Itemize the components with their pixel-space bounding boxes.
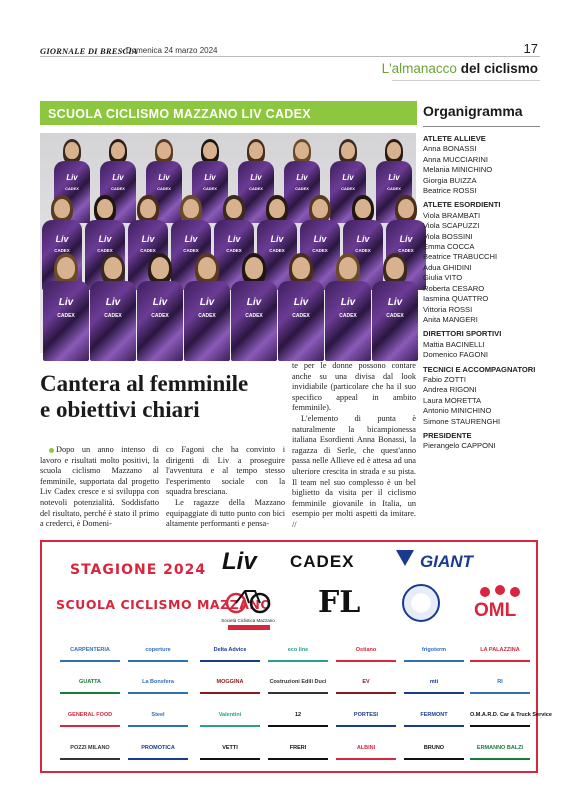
article-banner-title: SCUOLA CICLISMO MAZZANO LIV CADEX: [48, 107, 311, 121]
rider-jersey: [43, 281, 89, 361]
rider-figure: [43, 253, 89, 363]
organigramma-member: Emma COCCA: [423, 242, 475, 252]
rider-figure: [90, 253, 136, 363]
rider-figure: [372, 253, 418, 363]
rider-face: [198, 257, 216, 279]
jersey-cadex-logo: CADEX: [65, 185, 79, 191]
jersey-cadex-logo: CADEX: [295, 185, 309, 191]
mazzano-society-label: Società Ciclistica Mazzano: [221, 618, 275, 623]
organigramma-member: Anita MANGERI: [423, 314, 478, 324]
organigramma-member: Vittoria ROSSI: [423, 304, 473, 314]
organigramma-member: Viola BOSSINI: [423, 231, 473, 241]
sponsor-logo: Delta Advice: [200, 640, 260, 662]
jersey-cadex-logo: CADEX: [387, 185, 401, 191]
organigramma-member: Beatrice TRABUCCHI: [423, 252, 498, 262]
rider-face: [249, 142, 263, 159]
sponsor-logo: VETTI: [200, 738, 260, 760]
liv-logo: Liv: [222, 548, 257, 575]
rider-jersey: [278, 281, 324, 361]
jersey-cadex-logo: CADEX: [203, 185, 217, 191]
sponsor-logo: PORTESI: [336, 705, 396, 727]
sponsor-logo: O.M.A.R.D. Car & Truck Service: [470, 705, 530, 727]
column-2-paragraph-2: Le ragazze della Mazzano equipaggiate di tutto punto con bici altamente performanti e pensa-: [166, 497, 285, 529]
cadex-logo: CADEX: [290, 552, 355, 571]
team-photo: [40, 133, 416, 353]
jersey-liv-logo: Liv: [152, 297, 168, 308]
article-column-3: [292, 361, 416, 531]
rider-figure: [137, 253, 183, 363]
jersey-cadex-logo: CADEX: [151, 313, 169, 319]
sponsor-logo: 12: [268, 705, 328, 727]
sponsor-logo: Valentini: [200, 705, 260, 727]
jersey-liv-logo: Liv: [158, 173, 170, 183]
headline-line-1: Cantera al femminile: [40, 371, 249, 396]
rider-face: [104, 257, 122, 279]
jersey-liv-logo: Liv: [387, 297, 403, 308]
organigramma-member: Mattia BACINELLI: [423, 339, 485, 349]
season-title: STAGIONE 2024: [70, 562, 207, 578]
jersey-cadex-logo: CADEX: [157, 185, 171, 191]
rider-figure: [278, 253, 324, 363]
giant-triangle-icon: [396, 550, 414, 566]
jersey-cadex-logo: CADEX: [312, 247, 328, 253]
rider-face: [203, 142, 217, 159]
rider-face: [398, 199, 414, 218]
jersey-liv-logo: Liv: [270, 233, 284, 244]
rider-jersey: [372, 281, 418, 361]
bike-icon: [225, 583, 271, 615]
jersey-liv-logo: Liv: [184, 233, 198, 244]
jersey-liv-logo: Liv: [58, 297, 74, 308]
sponsor-logo: eco line: [268, 640, 328, 662]
jersey-cadex-logo: CADEX: [339, 313, 357, 319]
jersey-liv-logo: Liv: [204, 173, 216, 183]
organigramma-title: Organigramma: [423, 103, 523, 119]
fl-logo: FL: [318, 585, 361, 620]
sponsor-logo: GENERAL FOOD: [60, 705, 120, 727]
jersey-liv-logo: Liv: [246, 297, 262, 308]
organigramma-section-title: PRESIDENTE: [423, 430, 472, 440]
organigramma-member: Giulia VITO: [423, 273, 463, 283]
sponsor-logo: FRERI: [268, 738, 328, 760]
rider-face: [387, 142, 401, 159]
article-headline: [40, 371, 300, 423]
rider-face: [386, 257, 404, 279]
sponsor-logo: ALBINI: [336, 738, 396, 760]
organigramma-member: Domenico FAGONI: [423, 350, 488, 360]
jersey-cadex-logo: CADEX: [57, 313, 75, 319]
jersey-cadex-logo: CADEX: [54, 247, 70, 253]
sponsor-logo: EV: [336, 672, 396, 694]
jersey-cadex-logo: CADEX: [245, 313, 263, 319]
sponsor-logo: GUATTA: [60, 672, 120, 694]
organigramma-member: Fabio ZOTTI: [423, 374, 467, 384]
article-column-1: [40, 445, 159, 530]
organigramma-member: Melania MINICHINO: [423, 165, 493, 175]
rider-face: [111, 142, 125, 159]
rider-face: [341, 142, 355, 159]
jersey-cadex-logo: CADEX: [111, 185, 125, 191]
jersey-cadex-logo: CADEX: [292, 313, 310, 319]
organigramma-member: Adua GHIDINI: [423, 262, 472, 272]
jersey-liv-logo: Liv: [313, 233, 327, 244]
sponsor-logo: Costruzioni Edili Duci: [268, 672, 328, 694]
rider-face: [57, 257, 75, 279]
page-number: 17: [523, 41, 538, 56]
rider-face: [157, 142, 171, 159]
rider-face: [226, 199, 242, 218]
rider-face: [245, 257, 263, 279]
organigramma-list: [423, 134, 543, 452]
federation-badge-icon: [402, 584, 440, 622]
organigramma-member: Roberta CESARO: [423, 283, 485, 293]
rider-face: [292, 257, 310, 279]
jersey-liv-logo: Liv: [340, 297, 356, 308]
rider-jersey: [231, 281, 277, 361]
jersey-liv-logo: Liv: [55, 233, 69, 244]
sponsor-logo: BRUNO: [404, 738, 464, 760]
jersey-liv-logo: Liv: [342, 173, 354, 183]
jersey-liv-logo: Liv: [388, 173, 400, 183]
section-rule: [392, 80, 540, 81]
sponsor-logo: Steel: [128, 705, 188, 727]
rider-face: [269, 199, 285, 218]
sponsor-logo: MOGGINA: [200, 672, 260, 694]
sponsor-logo: POZZI MILANO: [60, 738, 120, 760]
organigramma-section-title: TECNICI E ACCOMPAGNATORI: [423, 364, 536, 374]
sponsor-logo: PROMOTICA: [128, 738, 188, 760]
jersey-cadex-logo: CADEX: [97, 247, 113, 253]
jersey-cadex-logo: CADEX: [183, 247, 199, 253]
rider-face: [151, 257, 169, 279]
rider-figure: [325, 253, 371, 363]
organigramma-member: Viola BRAMBATI: [423, 210, 481, 220]
bullet-icon: [49, 448, 54, 453]
organigramma-member: Anna MUCCIARINI: [423, 154, 488, 164]
jersey-cadex-logo: CADEX: [198, 313, 216, 319]
jersey-cadex-logo: CADEX: [341, 185, 355, 191]
giant-logo: GIANT: [420, 552, 473, 571]
rider-face: [295, 142, 309, 159]
headline-line-2: e obiettivi chiari: [40, 397, 200, 422]
jersey-cadex-logo: CADEX: [104, 313, 122, 319]
jersey-liv-logo: Liv: [356, 233, 370, 244]
jersey-liv-logo: Liv: [199, 297, 215, 308]
school-name: SCUOLA CICLISMO MAZZANO: [56, 597, 272, 612]
rider-jersey: [137, 281, 183, 361]
sponsor-logo: frigoterm: [404, 640, 464, 662]
column-3-paragraph-1: te per le donne possono contare anche su una divisa dal look invidiabile (particolare che ha il suo specifico appeal in ambito femminile).: [292, 361, 416, 413]
jersey-liv-logo: Liv: [227, 233, 241, 244]
jersey-cadex-logo: CADEX: [355, 247, 371, 253]
jersey-liv-logo: Liv: [296, 173, 308, 183]
rider-figure: [231, 253, 277, 363]
sponsor-logo: RI: [470, 672, 530, 694]
sponsor-logo: ERMANNO BALZI: [470, 738, 530, 760]
jersey-cadex-logo: CADEX: [386, 313, 404, 319]
issue-date: · Domenica 24 marzo 2024: [121, 46, 218, 55]
masthead: GIORNALE DI BRESCIA: [40, 46, 138, 56]
rider-jersey: [90, 281, 136, 361]
section-title-suffix: del ciclismo: [460, 61, 538, 76]
organigramma-section-title: ATLETE ESORDIENTI: [423, 200, 501, 210]
jersey-cadex-logo: CADEX: [249, 185, 263, 191]
sponsor-logo: FERMONT: [404, 705, 464, 727]
mazzano-ribbon: [228, 625, 270, 630]
rider-jersey: [184, 281, 230, 361]
jersey-liv-logo: Liv: [399, 233, 413, 244]
organigramma-section-title: DIRETTORI SPORTIVI: [423, 329, 502, 339]
organigramma-member: Viola SCAPUZZI: [423, 221, 480, 231]
rider-face: [339, 257, 357, 279]
sponsor-logo: LA PALAZZINA: [470, 640, 530, 662]
sponsor-logo: La Bonsfera: [128, 672, 188, 694]
oml-dots-icon: [478, 584, 522, 600]
rider-face: [183, 199, 199, 218]
organigramma-member: Laura MORETTA: [423, 395, 482, 405]
sponsor-logo: CARPENTERIA: [60, 640, 120, 662]
jersey-liv-logo: Liv: [98, 233, 112, 244]
jersey-cadex-logo: CADEX: [398, 247, 414, 253]
header-rule: [40, 56, 540, 57]
organigramma-section-title: ATLETE ALLIEVE: [423, 134, 486, 143]
organigramma-member: Anna BONASSI: [423, 144, 477, 154]
jersey-liv-logo: Liv: [105, 297, 121, 308]
jersey-liv-logo: Liv: [293, 297, 309, 308]
sponsor-logo: coperture: [128, 640, 188, 662]
organigramma-member: Pierangelo CAPPONI: [423, 441, 496, 451]
organigramma-member: Andrea RIGONI: [423, 385, 477, 395]
sponsor-logo: Ostiano: [336, 640, 396, 662]
jersey-cadex-logo: CADEX: [140, 247, 156, 253]
rider-face: [97, 199, 113, 218]
column-3-paragraph-2: L'elemento di punta è naturalmente la bicampionessa italiana Esordienti Anna Bonassi, la ragazza di Serle, che quest'anno passa nelle Allieve ed è attesa ad una ulteriore crescita in strada e su pista. Il team nel suo complesso è un bel biglietto da visita per il ciclismo femminile giovanile in Italia, un esempio per molti aspetti da imitare. //: [292, 413, 416, 529]
organigramma-member: Antonio MINICHINO: [423, 406, 492, 416]
rider-face: [355, 199, 371, 218]
sponsor-logo: mti: [404, 672, 464, 694]
column-1-text: Dopo un anno intenso di lavoro e risultati molto positivi, la scuola ciclismo Mazzano al femminile, supportata dal progetto Liv Cadex cresce e si sviluppa con notevoli potenzialità. Soddisfatto del risultato, perché è stato il primo a crederci, è Domeni-: [40, 445, 159, 529]
oml-logo: OML: [474, 600, 517, 621]
section-title: [382, 61, 538, 76]
organigramma-member: Giorgia BUIZZA: [423, 175, 477, 185]
jersey-cadex-logo: CADEX: [269, 247, 285, 253]
organigramma-member: Simone STAURENGHI: [423, 416, 501, 426]
jersey-liv-logo: Liv: [66, 173, 78, 183]
organigramma-member: Beatrice ROSSI: [423, 186, 477, 196]
jersey-liv-logo: Liv: [141, 233, 155, 244]
rider-face: [140, 199, 156, 218]
rider-figure: [184, 253, 230, 363]
jersey-liv-logo: Liv: [250, 173, 262, 183]
rider-face: [54, 199, 70, 218]
column-2-paragraph-1: co Fagoni che ha convinto i dirigenti di Liv a proseguire l'avventura e al tempo stesso l'esperimento sociale con la squadra bresciana.: [166, 445, 285, 497]
section-title-prefix: L'almanacco: [381, 61, 457, 76]
jersey-liv-logo: Liv: [112, 173, 124, 183]
rider-face: [312, 199, 328, 218]
rider-jersey: [325, 281, 371, 361]
jersey-cadex-logo: CADEX: [226, 247, 242, 253]
organigramma-rule: [423, 126, 540, 127]
article-column-2: [166, 445, 285, 530]
rider-face: [65, 142, 79, 159]
organigramma-member: Iasmina QUATTRO: [423, 294, 489, 304]
